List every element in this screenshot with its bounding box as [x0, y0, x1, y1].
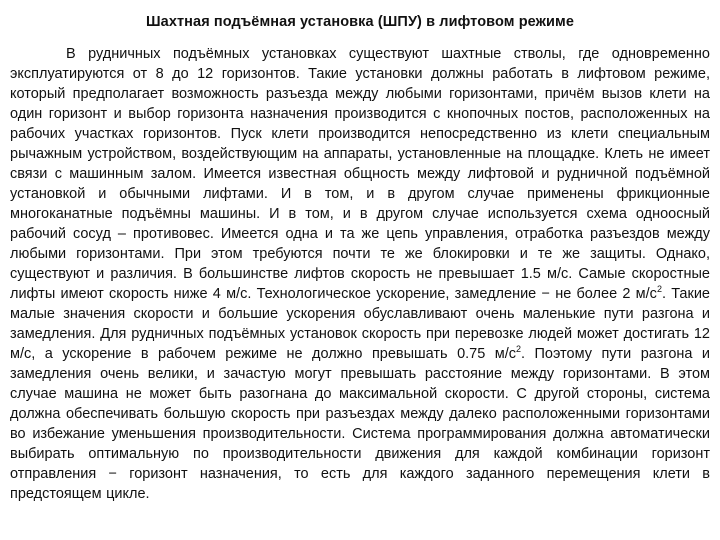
document-title: Шахтная подъёмная установка (ШПУ) в лифтовом режиме: [145, 14, 575, 30]
body-paragraph: [10, 44, 710, 504]
superscript-squared-1: 2: [656, 284, 662, 295]
superscript-squared-2: 2: [516, 344, 522, 355]
body-text-part-2: . Такие малые значения скорости и большие ускорения обуславливают очень маленькие пути разгона и замедления. Для рудничных подъёмных установок скорость при перевозке людей может достигать 12 м/с, а ускорение в рабочем режиме не должно превышать 0.75 м/с: [10, 286, 710, 362]
body-text-part-3: . Поэтому пути разгона и замедления очень велики, и зачастую могут превышать расстояние между горизонтами. В этом случае машина не может быть разогнана до максимальной скорости. С другой стороны, система должна обеспечивать большую скорость при разъездах между далеко расположенными горизонтами во избежание уменьшения производительности. Система программирования должна автоматически выбирать оптимальную по производительности движения для каждой комбинации горизонт отправления − горизонт назначения, то есть для каждого заданного перемещения клети в предстоящем цикле.: [10, 346, 711, 502]
body-text-part-1: В рудничных подъёмных установках существуют шахтные стволы, где одновременно эксплуатируются от 8 до 12 горизонтов. Такие установки должны работать в лифтовом режиме, который предполагает возможность разъезда между любыми горизонтами, причём вызов клети на один горизонт и выбор горизонта назначения производится с кнопочных постов, расположенных на рабочих участках горизонтов. Пуск клети производится непосредственно из клети специальным рычажным устройством, воздействующим на аппараты, установленные на площадке. Клеть не имеет связи с машинным залом. Имеется известная общность между лифтовой и рудничной подъёмной установкой и обычными лифтами. И в том, и в другом случае применены фрикционные многоканатные подъёмны машины. И в том, и в другом случае используется схема одноосный рабочий сосуд – противовес. Имеется одна и та же цепь управления, отработка разъездов между любыми горизонтами. При этом требуются почти те же блокировки и те же защиты. Однако, существуют и различия. В большинстве лифтов скорость не превышает 1.5 м/с. Самые скоростные лифты имеют скорость ниже 4 м/с. Технологическое ускорение, замедление − не более 2 м/с: [10, 46, 710, 302]
